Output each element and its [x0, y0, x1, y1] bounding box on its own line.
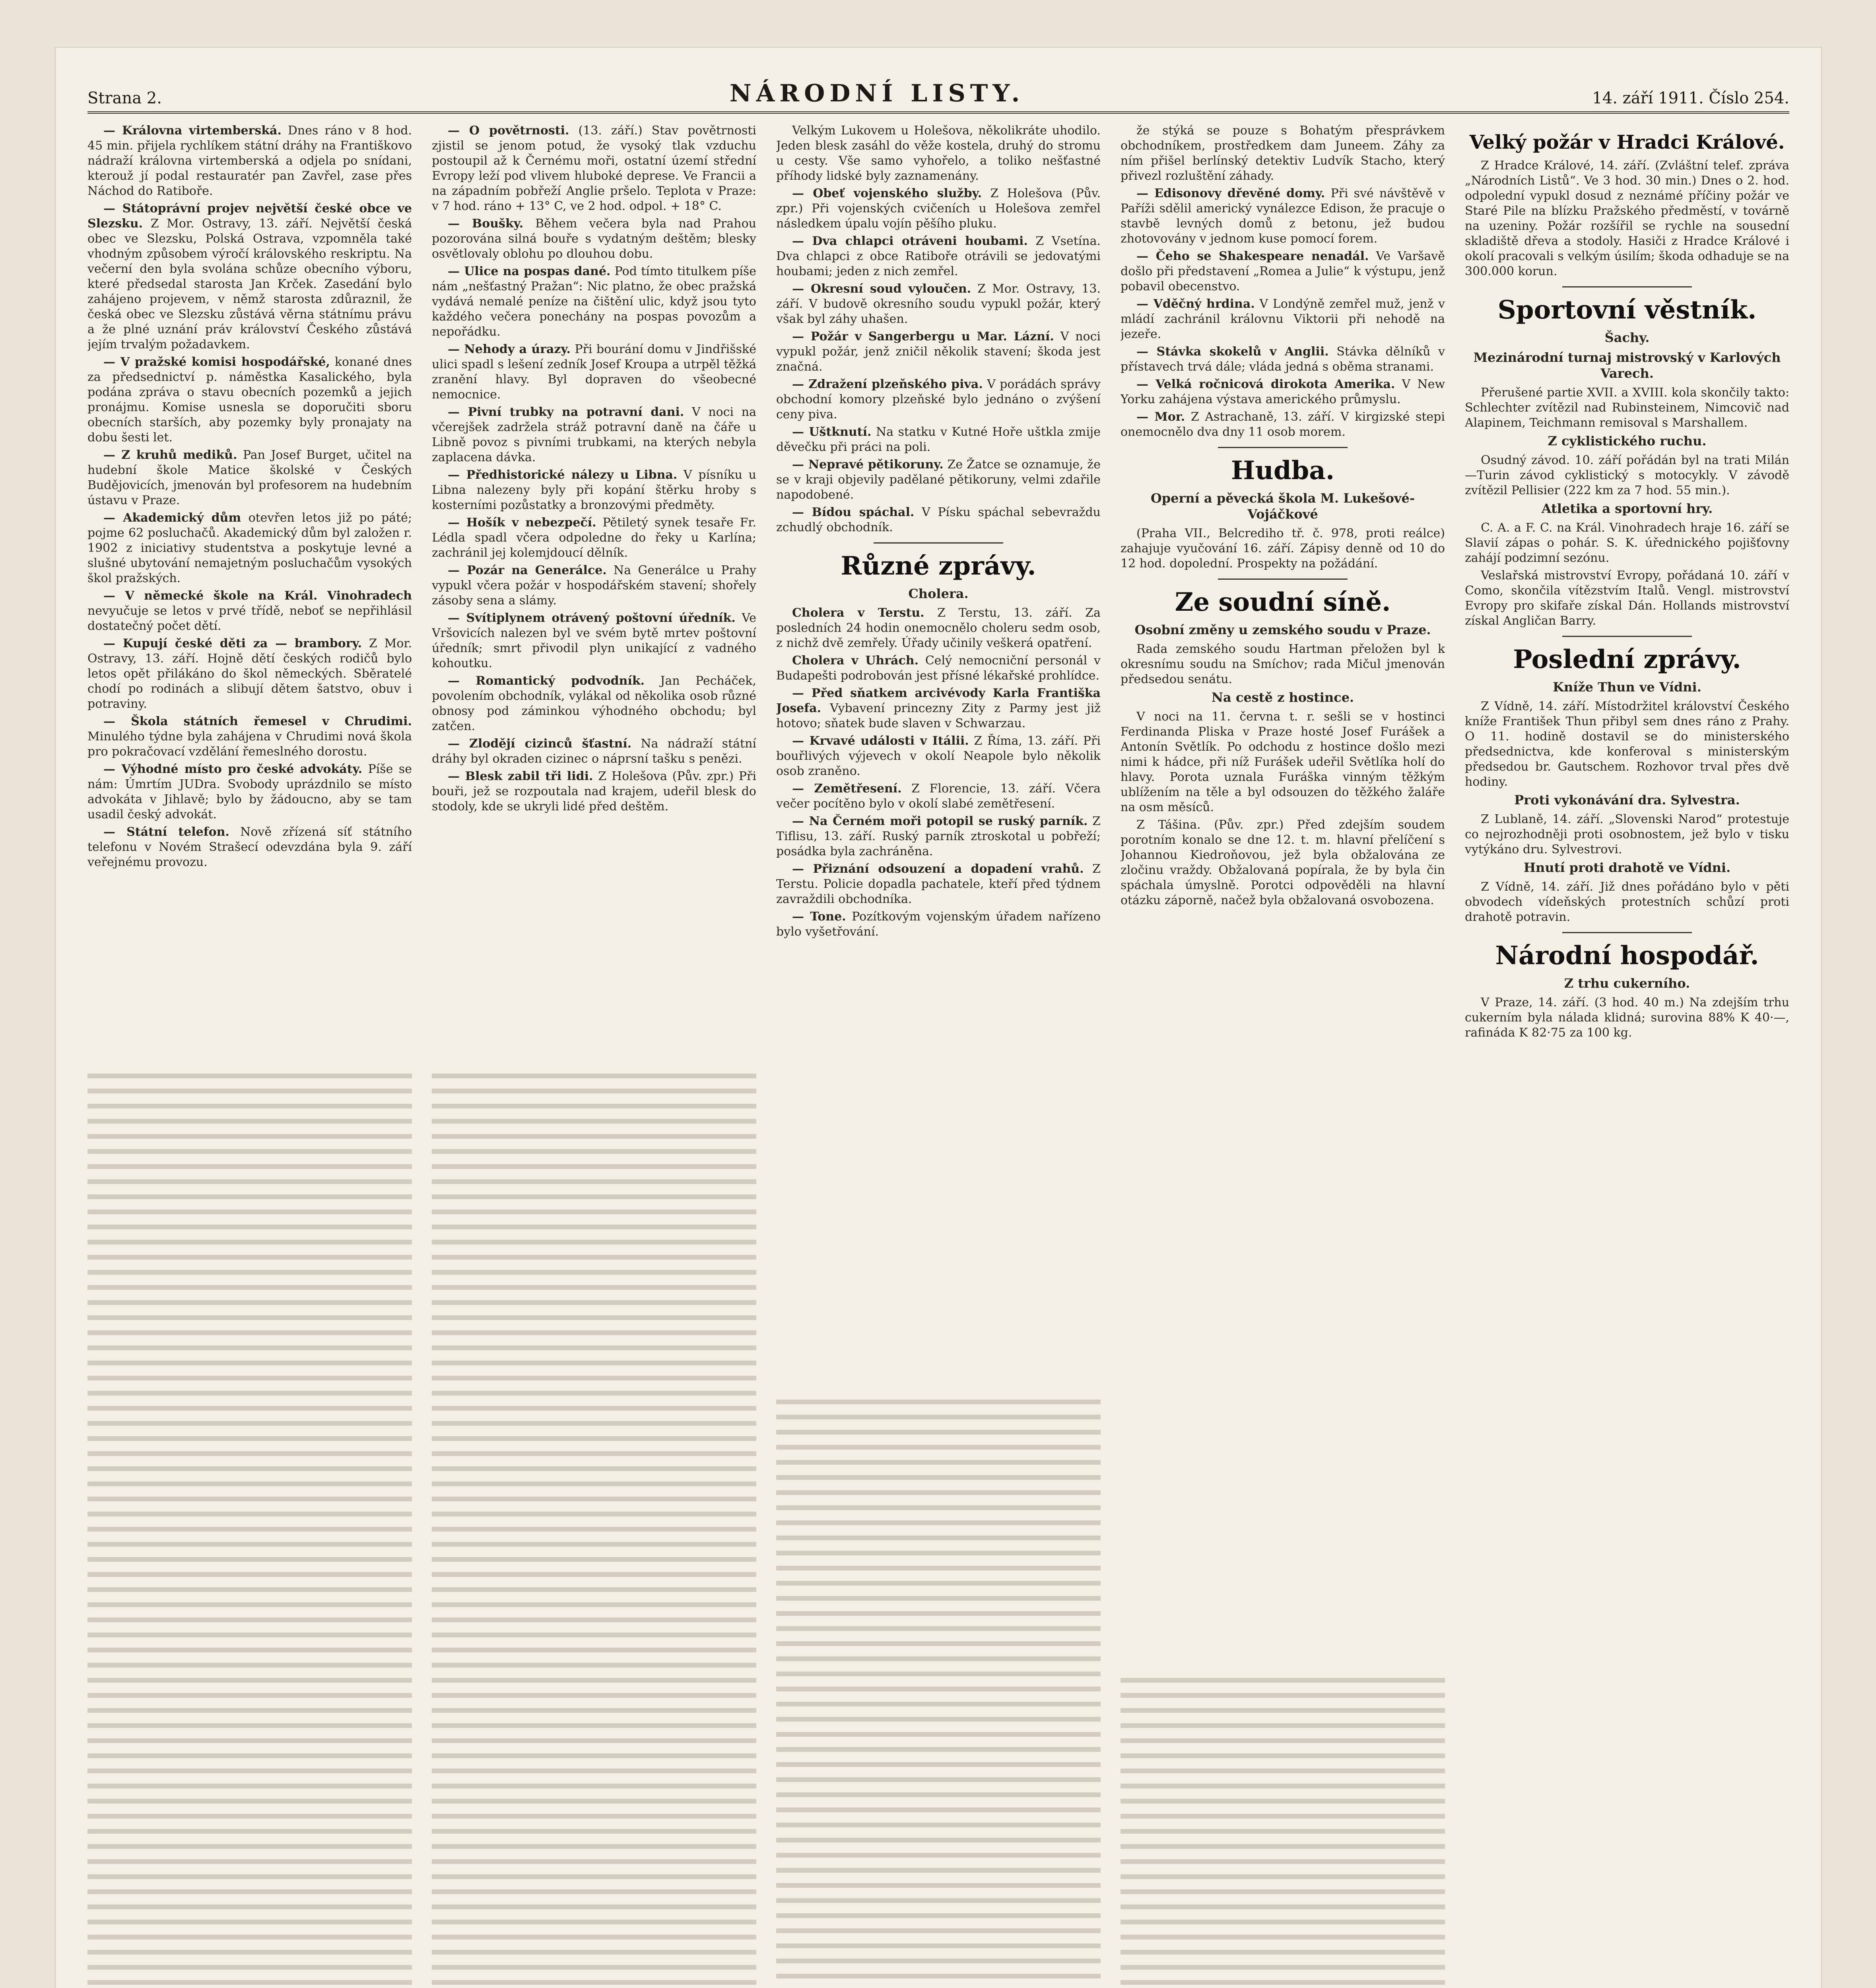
subheading: Z cyklistického ruchu. — [1548, 433, 1707, 448]
article: — Z kruhů mediků. Pan Josef Burget, učitel na hudební škole Matice školské v Českých Budějovicích, jmenován byl profesorem na hudebním ústavu v Praze. — [87, 448, 412, 507]
article: že stýká se pouze s Bohatým přesprávkem obchodníkem, prostředkem dam Juneem. Záhy za ním přišel berlínský detektiv Ludvík Stacho, který přivezl rozluštění záhady. — [1121, 124, 1445, 183]
article: Cholera v Terstu. Z Terstu, 13. září. Za posledních 24 hodin onemocnělo choleru sedm osob, z nichž dvě zemřely. Úřady učinily veškerá opatření. — [776, 606, 1101, 650]
newspaper-title: NÁRODNÍ LISTY. — [729, 80, 1025, 107]
article: — O povětrnosti. (13. září.) Stav povětrnosti zjistil se jenom potud, že vysoký tlak vzduchu postoupil až k Černému moři, ostatní území střední Evropy leží pod vlivem hluboké deprese. Ve Francii a na západním pobřeží Anglie pršelo. Teplota v Praze: v 7 hod. ráno + 13° C, ve 2 hod. odpol. + 18° C. — [432, 124, 756, 213]
subheading-cholera: Cholera. — [908, 586, 969, 601]
column-4 — [1121, 123, 1445, 1988]
article: — Pivní trubky na potravní dani. V noci na včerejšek zadržela stráž potravní daně na čáře u Libně povoz s pivními trubkami, na kterých nebyla zaplacena dávka. — [432, 405, 756, 464]
article: Z Hradce Králové, 14. září. (Zvláštní telef. zpráva „Národních Listů“. Ve 3 hod. 30 min.) Dnes o 2. hod. odpolední vypukl dosud z neznámé příčiny požár ve Staré Pile na blízku Pražského předměstí, v továrně na uzeniny. Požár rozšířil se rychle na sousední skladiště dřeva a stodoly. Hasiči z Hradce Králové i okolí pracovali s velkým úsilím; škoda odhaduje se na 300.000 korun. — [1465, 159, 1789, 278]
article: — Hošík v nebezpečí. Pětiletý synek tesaře Fr. Lédla spadl včera odpoledne do řeky u Karlína; zachránil jej kolemjdoucí dělník. — [432, 516, 756, 560]
article: (Praha VII., Belcrediho tř. č. 978, proti reálce) zahajuje vyučování 16. září. Zápisy denně od 10 do 12 hod. dopolední. Prospekty na požádání. — [1121, 526, 1445, 571]
article: — Dva chlapci otráveni houbami. Z Vsetína. Dva chlapci z obce Ratiboře otrávili se jedovatými houbami; jeden z nich zemřel. — [776, 234, 1101, 278]
article: — V německé škole na Král. Vinohradech nevyučuje se letos v prvé třídě, neboť se nepřihlásil dostatečný počet dětí. — [87, 589, 412, 633]
article: — Svítiplynem otrávený poštovní úředník. Ve Vršovicích nalezen byl ve svém bytě mrtev poštovní úředník; smrt přivodil plyn unikající z vadného kohoutku. — [432, 611, 756, 670]
illegible-text — [432, 1070, 756, 1988]
section-heading-narodni-hospodar: Národní hospodář. — [1495, 941, 1759, 971]
column-1 — [87, 123, 412, 1988]
illegible-text — [776, 1396, 1101, 1988]
article: — Ulice na pospas dané. Pod tímto titulkem píše nám „nešťastný Pražan“: Nic platno, že obec pražská vydává nemalé peníze na čištění ulic, když jsou tyto každého večera ponechány na pospas povozům a nepořádku. — [432, 264, 756, 339]
divider — [874, 542, 1003, 544]
article: — Škola státních řemesel v Chrudimi. Minulého týdne byla zahájena v Chrudimi nová škola pro pokračovací vzdělání řemeslného dorostu. — [87, 714, 412, 759]
article: Veslařská mistrovství Evropy, pořádaná 10. září v Como, skončila vítězstvím Italů. Vengl. mistrovství Evropy pro skifaře získal Dán. Hollands mistrovství získal Angličan Barry. — [1465, 569, 1789, 628]
subheading: Kníže Thun ve Vídni. — [1553, 679, 1701, 695]
column-5 — [1465, 123, 1789, 1988]
section-heading-ruzne-zpravy: Různé zprávy. — [841, 551, 1036, 581]
section-heading-hudba: Hudba. — [1231, 456, 1335, 485]
illegible-text — [1121, 1674, 1445, 1988]
article: C. A. a F. C. na Král. Vinohradech hraje 16. září se Slavií zápas o pohár. S. K. úřednického pojišťovny zahájí podzimní sezónu. — [1465, 521, 1789, 565]
subheading: Atletika a sportovní hry. — [1541, 501, 1713, 516]
section-heading-posledni-zpravy: Poslední zprávy. — [1513, 645, 1741, 674]
article: — Zemětřesení. Z Florencie, 13. září. Včera večer pocítěno bylo v okolí slabé zemětřesení. — [776, 782, 1101, 811]
article: — Bídou spáchal. V Písku spáchal sebevraždu zchudlý obchodník. — [776, 505, 1101, 534]
article: — V pražské komisi hospodářské, konané dnes za předsednictví p. náměstka Kasalického, byla podána zpráva o stavu obecních pozemků a jejich pronájmu. Komise usnesla se doporučiti sboru obecních starších, aby pozemky byly pronajaty na dobu šesti let. — [87, 355, 412, 445]
article: — Boušky. Během večera byla nad Prahou pozorována silná bouře s vydatným deštěm; blesky osvětlovaly oblohu po dlouhou dobu. — [432, 217, 756, 261]
illegible-text — [87, 1070, 412, 1988]
divider — [1562, 636, 1692, 637]
article: — Pozár na Generálce. Na Generálce u Prahy vypukl včera požár v hospodářském stavení; shořely zásoby sena a slámy. — [432, 563, 756, 608]
article: — Mor. Z Astrachaně, 13. září. V kirgizské stepi onemocnělo dva dny 11 osob morem. — [1121, 410, 1445, 439]
article: — Výhodné místo pro české advokáty. Píše se nám: Úmrtím JUDra. Svobody uprázdnilo se místo advokáta v Jihlavě; bylo by žádoucno, aby se tam usadil český advokát. — [87, 762, 412, 821]
section-heading-ze-soudni-sine: Ze soudní síně. — [1175, 587, 1391, 617]
subheading: Mezinárodní turnaj mistrovský v Karlových Varech. — [1473, 350, 1781, 381]
article: — Čeho se Shakespeare nenadál. Ve Varšavě došlo při představení „Romea a Julie“ k výstupu, jenž pobavil obecenstvo. — [1121, 249, 1445, 293]
article: Cholera v Uhrách. Celý nemocniční personál v Budapešti podrobován jest přísné lékařské prohlídce. — [776, 654, 1101, 683]
article: — Blesk zabil tři lidi. Z Holešova (Pův. zpr.) Při bouři, jež se rozpoutala nad krajem, udeřil blesk do stodoly, kde se ukryli lidé před deštěm. — [432, 769, 756, 813]
article: — Akademický dům otevřen letos již po páté; pojme 62 posluchačů. Akademický dům byl založen r. 1902 z iniciativy studentstva a poskytuje levné a slušné ubytování nemajetným posluchačům vysokých škol pražských. — [87, 511, 412, 585]
column-3 — [776, 123, 1101, 1988]
subheading: Hnutí proti drahotě ve Vídni. — [1523, 860, 1731, 875]
headline-fire: Velký požár v Hradci Králové. — [1469, 131, 1785, 153]
article: — Přiznání odsouzení a dopadení vrahů. Z Terstu. Policie dopadla pachatele, kteří před týdnem zavraždili obchodníka. — [776, 862, 1101, 906]
article: — Požár v Sangerbergu u Mar. Lázní. V noci vypukl požár, jenž zničil několik stavení; škoda jest značná. — [776, 330, 1101, 374]
article: — Předhistorické nálezy u Libna. V písníku u Libna nalezeny byly při kopání štěrku hroby s kosterními pozůstatky a bronzovými předměty. — [432, 468, 756, 512]
article: — Tone. Pozítkovým vojenským úřadem nařízeno bylo vyšetřování. — [776, 910, 1101, 939]
article: — Zdražení plzeňského piva. V porádách správy obchodní komory plzeňské bylo jednáno o zvýšení ceny piva. — [776, 377, 1101, 421]
article: — Nepravé pětikoruny. Ze Žatce se oznamuje, že se v kraji objevily padělané pětikoruny, velmi zdařile napodobené. — [776, 458, 1101, 502]
column-2 — [432, 123, 756, 1988]
article: Z Lublaně, 14. září. „Slovenski Narod“ protestuje co nejrozhodněji proti osobnostem, jež bylo v tisku vytýkáno dru. Sylvestrovi. — [1465, 812, 1789, 856]
section-heading-sport: Sportovní věstník. — [1497, 295, 1757, 325]
article: Rada zemského soudu Hartman přeložen byl k okresnímu soudu na Smíchov; rada Mičul jmenován předsedou senátu. — [1121, 642, 1445, 686]
article: — Obeť vojenského služby. Z Holešova (Pův. zpr.) Při vojenských cvičeních u Holešova zemřel následkem úpalu vojín pěšího pluku. — [776, 186, 1101, 231]
divider — [1218, 447, 1348, 448]
article: — Uštknutí. Na statku v Kutné Hoře uštkla zmije děvečku při práci na poli. — [776, 425, 1101, 454]
page-number: Strana 2. — [87, 89, 162, 107]
article: — Státní telefon. Nově zřízená síť státního telefonu v Novém Strašecí odevzdána byla 9. září veřejnému provozu. — [87, 825, 412, 869]
article: — Velká ročnicová dirokota Amerika. V New Yorku zahájena výstava amerického průmyslu. — [1121, 377, 1445, 406]
article: — Před sňatkem arcivévody Karla Františka Josefa. Vybavení princezny Zity z Parmy jest již hotovo; sňatek bude slaven v Schwarzau. — [776, 686, 1101, 730]
subheading: Šachy. — [1604, 330, 1650, 345]
masthead — [87, 72, 1789, 114]
subheading: Na cestě z hostince. — [1211, 690, 1354, 705]
article: — Okresní soud vyloučen. Z Mor. Ostravy, 13. září. V budově okresního soudu vypukl požár, který však byl záhy uhašen. — [776, 282, 1101, 326]
article: — Romantický podvodník. Jan Pecháček, povolením obchodník, vylákal od několika osob různé obnosy pod záminkou výhodného obchodu; byl zatčen. — [432, 674, 756, 733]
subheading: Proti vykonávání dra. Sylvestra. — [1514, 792, 1740, 808]
issue-date: 14. září 1911. Číslo 254. — [1592, 89, 1789, 107]
article: Z Tášina. (Pův. zpr.) Před zdejším soudem porotním konalo se dne 12. t. m. hlavní přelíčení s Johannou Kiedroňovou, jež byla obžalována ze zločinu vraždy. Obžalovaná popírala, že by byla čin spáchala úmyslně. Porotci odpověděli na hlavní otázku záporně, načež byla obžalovaná osvobozena. — [1121, 818, 1445, 907]
subheading: Z trhu cukerního. — [1564, 976, 1690, 991]
article: — Královna virtemberská. Dnes ráno v 8 hod. 45 min. přijela rychlíkem státní dráhy na Františkovo nádraží královna virtemberská a odjela po snídani, kterouž jí podal restauratér pan Zavřel, zase přes Náchod do Ratiboře. — [87, 124, 412, 198]
article: V Praze, 14. září. (3 hod. 40 m.) Na zdejším trhu cukerním byla nálada klidná; surovina 88% K 40·—, rafináda K 82·75 za 100 kg. — [1465, 996, 1789, 1040]
subheading: Operní a pěvecká škola M. Lukešové-Vojáčkové — [1150, 491, 1415, 522]
article: Velkým Lukovem u Holešova, několikráte uhodilo. Jeden blesk zasáhl do věže kostela, druhý do stromu u cesty. Vše samo vyhořelo, a toliko nešťastné příhody lidské byly zaznamenány. — [776, 124, 1101, 183]
divider — [1562, 932, 1692, 933]
divider — [1562, 286, 1692, 287]
divider — [1218, 579, 1348, 580]
article: Přerušené partie XVII. a XVIII. kola skončily takto: Schlechter zvítězil nad Rubinsteinem, Nimcovič nad Alapinem, Teichmann remisoval s Marshallem. — [1465, 386, 1789, 430]
article: — Na Černém moři potopil se ruský parník. Z Tiflisu, 13. září. Ruský parník ztroskotal u pobřeží; posádka byla zachráněna. — [776, 814, 1101, 858]
article: — Edisonovy dřevěné domy. Při své návštěvě v Paříži sdělil americký vynálezce Edison, že pracuje o stavbě levných domů z betonu, jež budou zhotovovány v jednom kuse pomocí forem. — [1121, 186, 1445, 246]
article: — Nehody a úrazy. Při bourání domu v Jindřišské ulici spadl s lešení zedník Josef Kroupa a utrpěl těžká zranění hlavy. Byl dopraven do všeobecné nemocnice. — [432, 342, 756, 402]
article: — Zlodějí cizinců šťastní. Na nádraží státní dráhy byl okraden cizinec o náprsní tašku s penězi. — [432, 737, 756, 766]
article: — Vděčný hrdina. V Londýně zemřel muž, jenž v mládí zachránil královnu Viktorii při nehodě na jezeře. — [1121, 297, 1445, 341]
article: — Kupují české děti za — brambory. Z Mor. Ostravy, 13. září. Hojně dětí českých rodičů bylo letos opět přilákáno do škol německých. Sběratelé chodí po rodinách a slibují dětem šatstvo, obuv i potraviny. — [87, 637, 412, 711]
article: Z Vídně, 14. září. Již dnes pořádáno bylo v pěti obvodech vídeňských protestních schůzí proti drahotě potravin. — [1465, 880, 1789, 924]
columns — [87, 123, 1789, 1988]
article: Z Vídně, 14. září. Místodržitel království Českého kníže František Thun přibyl sem dnes ráno z Prahy. O 11. hodině dostavil se do ministerského předsednictva, kde konferoval s ministerským předsedou br. Gautschem. Rozhovor trval přes dvě hodiny. — [1465, 699, 1789, 789]
article: — Stávka skokelů v Anglii. Stávka dělníků v přístavech trvá dále; vláda jedná s oběma stranami. — [1121, 345, 1445, 374]
article: — Krvavé události v Itálii. Z Říma, 13. září. Při bouřlivých výjevech v okolí Neapole bylo několik osob zraněno. — [776, 734, 1101, 778]
subheading: Osobní změny u zemského soudu v Praze. — [1134, 622, 1431, 637]
article: V noci na 11. června t. r. sešli se v hostinci Ferdinanda Pliska v Praze hosté Josef Furášek a Antonín Světlík. Po odchodu z hostince došlo mezi nimi k hádce, při níž Furášek udeřil Světlíka holí do hlavy. Porota uznala Furáška vinným těžkým ublížením na těle a byl odsouzen do těžkého žaláře na osm měsíců. — [1121, 710, 1445, 814]
newspaper-page — [56, 48, 1821, 1988]
article: Osudný závod. 10. září pořádán byl na trati Milán—Turin závod cyklistický s motocykly. V závodě zvítězil Pellisier (222 km za 7 hod. 55 min.). — [1465, 453, 1789, 497]
article: — Státoprávní projev největší české obce ve Slezsku. Z Mor. Ostravy, 13. září. Největší česká obec ve Slezsku, Polská Ostrava, vzpomněla také vhodným způsobem výročí královského reskriptu. Na večerní den byla svolána schůze obecního výboru, které předsedal starosta Jan Krček. Zasedání bylo zahájeno projevem, v němž starosta zdůraznil, že česká obec ve Slezsku zůstává věrna státnímu právu a že plné uznání práv království Českého zůstává jejím trvalým požadavkem. — [87, 202, 412, 351]
